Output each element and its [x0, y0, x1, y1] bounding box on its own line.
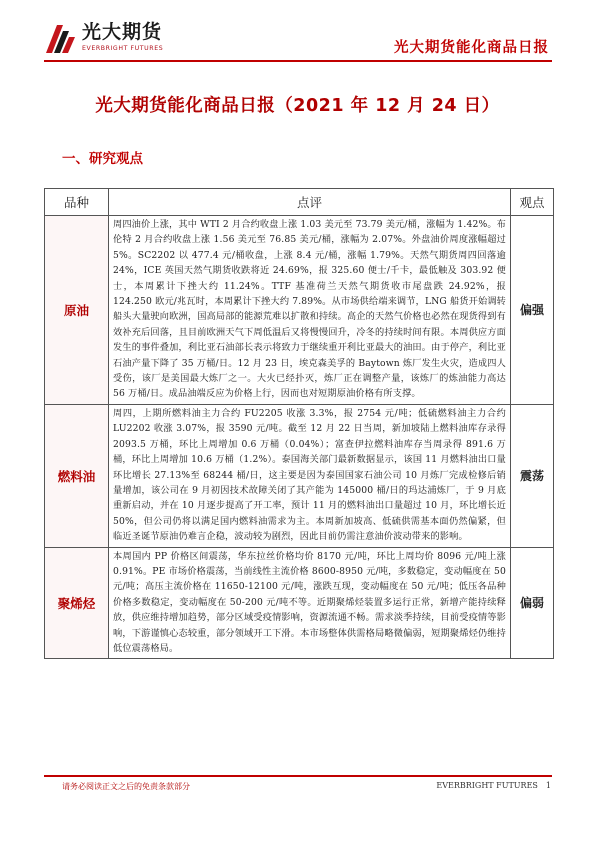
table-header-row: [45, 189, 554, 216]
document-title: 光大期货能化商品日报（2021 年 12 月 24 日）: [95, 96, 500, 116]
table-row: [45, 404, 554, 547]
variety-polyolefin: 聚烯烃: [45, 547, 109, 659]
comment-cell: [109, 404, 511, 547]
view-cell: 偏弱: [511, 547, 554, 659]
footer-disclaimer: 请务必阅读正文之后的免责条款部分: [62, 782, 190, 791]
logo-text: 光大期货: [82, 21, 163, 43]
view-cell: 偏强: [511, 216, 554, 405]
comment-text: 本周国内 PP 价格区间震荡，华东拉丝价格均价 8170 元/吨，环比上周均价 8096 元/吨上涨 0.91%。PE 市场价格震荡，当前线性主流价格 8600-8950 元/吨，多数稳定，变动幅度在 50 元/吨；高压主流价格在 11650-12100 元/吨，涨跌互现，变动幅度在 50 元/吨；低压各品种价格多数稳定，变动幅度在 50-200 元/吨不等。近期聚烯烃装置多运行正常，新增产能持续释放，供应维持增加趋势，部分区域受疫情影响，资源流通不畅。需求淡季持续，目前受疫情等影响，下游谨慎心态较重，部分领域开工下滑。本市场整体供需格局略微偏弱，短期聚烯烃仍维持低位震荡格局。: [113, 550, 506, 654]
header-divider: [44, 60, 552, 62]
table-row: [45, 547, 554, 659]
table-row: [45, 216, 554, 405]
page-number: 1: [545, 781, 551, 790]
page-header: [0, 0, 595, 68]
header-report-name: 光大期货能化商品日报: [394, 40, 549, 56]
research-table: [44, 188, 554, 659]
comment-text: 周四油价上涨，其中 WTI 2 月合约收盘上涨 1.03 美元至 73.79 美元/桶，涨幅为 1.42%。布伦特 2 月合约收盘上涨 1.56 美元至 76.85 美元/桶，涨幅为 2.07%。外盘油价周度涨幅超过 5%。SC2202 以 477.4 元/桶收盘，上涨 8.4 元/桶，涨幅 1.79%。天然气期货周四回落逾 24%，ICE 英国天然气期货收跌将近 24.69%，报 325.60 便士/千卡，最低触及 303.92 便士，本周累计下挫大约 11.24%。TTF 基准荷兰天然气期货收市尾盘跌 24.92%，报 124.250 欧元/兆瓦时，本周累计下挫大约 7.89%。从市场供给端来调节，LNG 船货开始调转船头大量驶向欧洲，国高局部的能源荒难以扩散和持续。高企的天然气价格也必然在现货得到有效补充后回落，且目前欧洲天气下周低温后又将慢慢回升，冷冬的持续时间有限。本周供应方面发生的事件叠加，利比亚石油部长表示将致力于继续重开利比亚最大的油田。由于停产，利比亚石油产量下降了 35 万桶/日。12 月 23 日，埃克森美孚的 Baytown 炼厂发生火灾，造成四人受伤，该厂是美国最大炼厂之一。大火已经扑灭，炼厂正在调整产量，该炼厂的炼油能力高达 56 万桶/日。成品油端反应为价格上行，因而也对短期原油价格有所支撑。: [113, 219, 506, 400]
comment-cell: [109, 216, 511, 405]
footer-company: EVERBRIGHT FUTURES: [436, 781, 538, 790]
header-comment: 点评: [109, 189, 511, 216]
comment-cell: [109, 547, 511, 659]
section-heading: 一、研究观点: [62, 151, 143, 167]
variety-fuel-oil: 燃料油: [45, 404, 109, 547]
header-view: 观点: [511, 189, 554, 216]
header-variety: 品种: [45, 189, 109, 216]
footer-divider: [44, 775, 552, 777]
comment-text: 周四，上期所燃料油主力合约 FU2205 收涨 3.3%，报 2754 元/吨；低硫燃料油主力合约 LU2202 收涨 3.07%，报 3590 元/吨。截至 12 月 22 日当周，新加坡陆上燃料油库存录得 2093.5 万桶，环比上周增加 0.6 万桶（0.04%）；富查伊拉燃料油库存当周录得 891.6 万桶，环比上周增加 10.6 万桶（1.2%）。泰国海关部门最新数据显示，该国 11 月燃料油出口量环比增长 27.13%至 68244 桶/日，这主要是因为泰国国家石油公司 10 月炼厂完成检修后销量增加，该公司在 9 月初因技术故障关闭了其产能为 145000 桶/日的玛达浦炼厂，于 9 月底重新启动，并在 10 月逐步提高了开工率，预计 11 月的燃料油出口量超过 10 月，环比增长近 50%，但公司仍将以满足国内燃料油需求为主。本周新加坡高、低硫供需基本面仍然偏紧，但临近圣诞节原油仍难言企稳，波动较为剧烈，因此目前仍需注意油价波动带来的影响。: [113, 407, 506, 543]
logo-subtext: EVERBRIGHT FUTURES: [82, 45, 164, 52]
view-cell: 震荡: [511, 404, 554, 547]
variety-crude-oil: 原油: [45, 216, 109, 405]
footer-info: [428, 781, 551, 790]
everbright-logo-icon: [44, 21, 78, 55]
